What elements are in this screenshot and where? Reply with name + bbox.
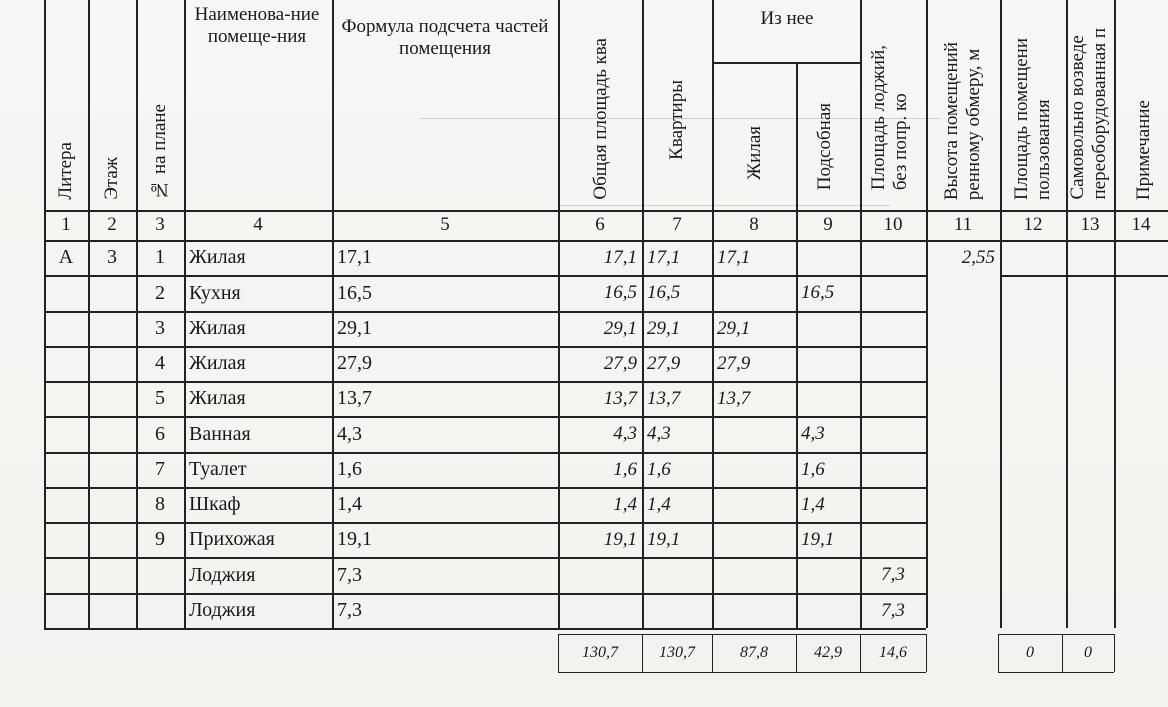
cell-formula: 1,6 <box>337 458 362 480</box>
grid-line <box>998 634 1114 635</box>
cell-name: Жилая <box>189 317 246 339</box>
grid-line <box>558 672 926 673</box>
grid-line <box>1000 275 1168 277</box>
grid-line <box>1114 0 1116 628</box>
cell-name: Ванная <box>189 422 251 445</box>
grid-line <box>44 522 926 524</box>
cell-total: 13,7 <box>603 387 637 409</box>
grid-line <box>44 275 926 277</box>
cell-living <box>712 452 796 487</box>
grid-line <box>998 634 999 672</box>
grid-line <box>44 452 926 454</box>
cell-apt: 4,3 <box>647 423 671 444</box>
header-auxiliary: Подсобная <box>814 102 835 190</box>
cell-floor <box>88 557 136 593</box>
grid-line <box>558 0 560 628</box>
grid-line <box>88 0 90 628</box>
cell-loggia <box>860 275 926 311</box>
total-living: 87,8 <box>740 644 768 661</box>
cell-name: Шкаф <box>189 493 241 515</box>
cell-aux <box>796 593 860 628</box>
grid-line <box>44 381 926 383</box>
cell-living <box>712 522 796 557</box>
column-number: 12 <box>1023 214 1043 235</box>
total-loggia: 14,6 <box>879 644 907 661</box>
cell-floor <box>88 452 136 487</box>
cell-name: Туалет <box>189 458 247 480</box>
cell-name: Жилая <box>189 352 246 374</box>
cell-num: 9 <box>155 528 165 550</box>
grid-line <box>184 0 186 628</box>
header-height: Высота помещений ренному обмеру, м <box>941 41 984 200</box>
grid-line <box>998 672 1114 673</box>
cell-total: 4,3 <box>613 423 637 444</box>
header-unauthorized: Самовольно возведе переоборудованная п <box>1067 28 1110 200</box>
cell-name: Жилая <box>189 387 246 409</box>
header-litera: Литера <box>55 142 76 200</box>
grid-line <box>796 62 798 628</box>
cell-aux: 19,1 <box>801 528 835 550</box>
cell-litera <box>44 593 88 628</box>
grid-line <box>860 0 862 628</box>
cell-formula: 27,9 <box>337 352 372 374</box>
cell-loggia <box>860 346 926 381</box>
cell-apt: 29,1 <box>647 317 681 339</box>
cell-height <box>926 416 1000 452</box>
cell-num: 8 <box>155 493 165 515</box>
cell-litera <box>44 346 88 381</box>
cell-living: 17,1 <box>717 246 751 268</box>
grid-line <box>712 634 713 672</box>
grid-line <box>642 634 643 672</box>
cell-litera <box>44 452 88 487</box>
cell-litera <box>44 487 88 522</box>
cell-apt: 16,5 <box>647 282 681 303</box>
faint-line <box>560 205 890 206</box>
grid-line <box>926 0 928 628</box>
grid-line <box>642 0 644 628</box>
cell-total: 1,4 <box>613 493 637 515</box>
cell-formula: 16,5 <box>337 281 372 304</box>
header-floor: Этаж <box>101 157 122 200</box>
grid-line <box>44 557 926 559</box>
grid-line <box>1114 634 1115 672</box>
cell-aux <box>796 240 860 275</box>
cell-name: Кухня <box>189 281 241 304</box>
cell-num: 7 <box>155 458 165 480</box>
cell-height <box>926 381 1000 416</box>
cell-aux: 4,3 <box>801 423 825 444</box>
grid-line <box>860 634 861 672</box>
grid-line <box>558 634 926 635</box>
cell-formula: 13,7 <box>337 387 372 409</box>
cell-formula: 7,3 <box>337 563 362 586</box>
cell-living: 27,9 <box>717 352 751 374</box>
cell-living <box>712 487 796 522</box>
cell-loggia <box>860 381 926 416</box>
cell-apt: 1,4 <box>647 493 671 515</box>
cell-num: 6 <box>155 422 165 445</box>
cell-apt: 27,9 <box>647 352 681 374</box>
cell-height <box>926 452 1000 487</box>
header-formula: Формула подсчета частей помещения <box>341 16 549 59</box>
cell-living <box>712 275 796 311</box>
grid-line <box>44 0 46 628</box>
cell-loggia <box>860 311 926 346</box>
header-of-which: Из нее <box>760 8 814 29</box>
cell-apt: 13,7 <box>647 387 681 409</box>
cell-formula: 17,1 <box>337 246 372 268</box>
cell-num: 3 <box>155 317 165 339</box>
cell-living <box>712 593 796 628</box>
cell-formula: 7,3 <box>337 599 362 621</box>
cell-apt <box>642 557 712 593</box>
grid-line <box>796 634 797 672</box>
cell-num: 4 <box>155 352 165 374</box>
column-number: 6 <box>595 214 605 235</box>
cell-height <box>926 487 1000 522</box>
cell-aux: 1,4 <box>801 493 825 515</box>
column-number: 8 <box>749 214 759 235</box>
cell-num: 1 <box>155 246 165 268</box>
cell-floor <box>88 346 136 381</box>
header-use-area: Площадь помещени пользования <box>1011 37 1054 200</box>
cell-height <box>926 311 1000 346</box>
cell-floor <box>88 487 136 522</box>
grid-line <box>712 62 860 64</box>
cell-total: 29,1 <box>603 317 637 339</box>
cell-height <box>926 275 1000 311</box>
cell-formula: 1,4 <box>337 493 362 515</box>
grid-line <box>558 634 559 672</box>
grid-line <box>332 0 334 628</box>
column-number: 2 <box>107 214 117 235</box>
cell-loggia <box>860 452 926 487</box>
cell-floor <box>88 275 136 311</box>
column-number: 14 <box>1131 214 1151 235</box>
cell-living <box>712 416 796 452</box>
cell-apt: 1,6 <box>647 458 671 480</box>
cell-height <box>926 593 1000 628</box>
cell-total <box>558 557 642 593</box>
cell-apt: 19,1 <box>647 528 681 550</box>
grid-line <box>1062 634 1063 672</box>
column-number: 10 <box>883 214 903 235</box>
cell-num: 2 <box>155 281 165 304</box>
cell-num <box>136 593 184 628</box>
cell-loggia: 7,3 <box>881 599 905 621</box>
grid-line <box>44 593 926 595</box>
cell-total <box>558 593 642 628</box>
cell-formula: 4,3 <box>337 422 362 445</box>
cell-name: Лоджия <box>189 599 256 621</box>
column-number: 7 <box>672 214 682 235</box>
cell-height <box>926 522 1000 557</box>
header-living: Жилая <box>744 126 765 180</box>
cell-loggia <box>860 522 926 557</box>
column-number: 9 <box>823 214 833 235</box>
header-apartments: Квартиры <box>666 80 687 160</box>
cell-total: 19,1 <box>603 528 637 550</box>
cell-num <box>136 557 184 593</box>
grid-line <box>1000 0 1002 628</box>
cell-name: Лоджия <box>189 563 256 586</box>
cell-total: 16,5 <box>603 282 637 303</box>
cell-name: Жилая <box>189 246 246 268</box>
total-aux: 42,9 <box>814 644 842 661</box>
header-plan-number: № на плане <box>149 104 170 200</box>
column-number: 3 <box>155 214 165 235</box>
cell-loggia <box>860 487 926 522</box>
cell-living <box>712 557 796 593</box>
grid-line <box>44 487 926 489</box>
cell-aux <box>796 557 860 593</box>
cell-litera <box>44 311 88 346</box>
header-total-area: Общая площадь ква <box>590 38 611 200</box>
cell-height <box>926 346 1000 381</box>
cell-aux <box>796 381 860 416</box>
cell-living: 13,7 <box>717 387 751 409</box>
cell-litera <box>44 381 88 416</box>
cell-aux <box>796 346 860 381</box>
header-note: Примечание <box>1133 99 1154 200</box>
cell-apt: 17,1 <box>647 246 681 268</box>
cell-litera <box>44 275 88 311</box>
cell-num: 5 <box>155 387 165 409</box>
column-number: 5 <box>440 214 450 235</box>
cell-floor <box>88 311 136 346</box>
total-apt: 130,7 <box>659 644 695 661</box>
cell-litera <box>44 557 88 593</box>
cell-height: 2,55 <box>961 246 995 268</box>
cell-litera: А <box>58 246 74 268</box>
cell-total: 27,9 <box>603 352 637 374</box>
cell-litera <box>44 522 88 557</box>
grid-line <box>136 0 138 628</box>
grid-line <box>44 311 926 313</box>
grid-line <box>44 628 926 630</box>
grid-line <box>44 416 926 418</box>
cell-litera <box>44 416 88 452</box>
column-number: 1 <box>61 214 71 235</box>
column-number: 11 <box>953 214 973 235</box>
cell-total: 17,1 <box>603 246 637 268</box>
cell-formula: 19,1 <box>337 528 372 550</box>
column-number: 4 <box>253 214 263 235</box>
cell-loggia <box>860 416 926 452</box>
cell-apt <box>642 593 712 628</box>
cell-loggia <box>860 240 926 275</box>
cell-floor: 3 <box>107 246 117 268</box>
cell-living: 29,1 <box>717 317 751 339</box>
total-total: 130,7 <box>582 644 618 661</box>
total-unauthorized_extra: 0 <box>1084 644 1092 661</box>
cell-floor <box>88 522 136 557</box>
grid-line <box>926 634 927 672</box>
cell-aux: 1,6 <box>801 458 825 480</box>
cell-aux: 16,5 <box>801 282 835 303</box>
cell-floor <box>88 381 136 416</box>
grid-line <box>44 346 926 348</box>
cell-loggia: 7,3 <box>881 564 905 585</box>
cell-floor <box>88 593 136 628</box>
cell-total: 1,6 <box>613 458 637 480</box>
header-room-name: Наименова-ние помеще-ния <box>194 4 320 47</box>
cell-name: Прихожая <box>189 528 275 550</box>
cell-aux <box>796 311 860 346</box>
cell-height <box>926 557 1000 593</box>
cell-formula: 29,1 <box>337 317 372 339</box>
grid-line <box>1066 0 1068 628</box>
cell-floor <box>88 416 136 452</box>
header-loggia-area: Площадь лоджий, без попр. ко <box>868 44 911 190</box>
grid-line <box>712 0 714 628</box>
total-unauthorized_area: 0 <box>1026 644 1034 661</box>
column-number: 13 <box>1080 214 1100 235</box>
